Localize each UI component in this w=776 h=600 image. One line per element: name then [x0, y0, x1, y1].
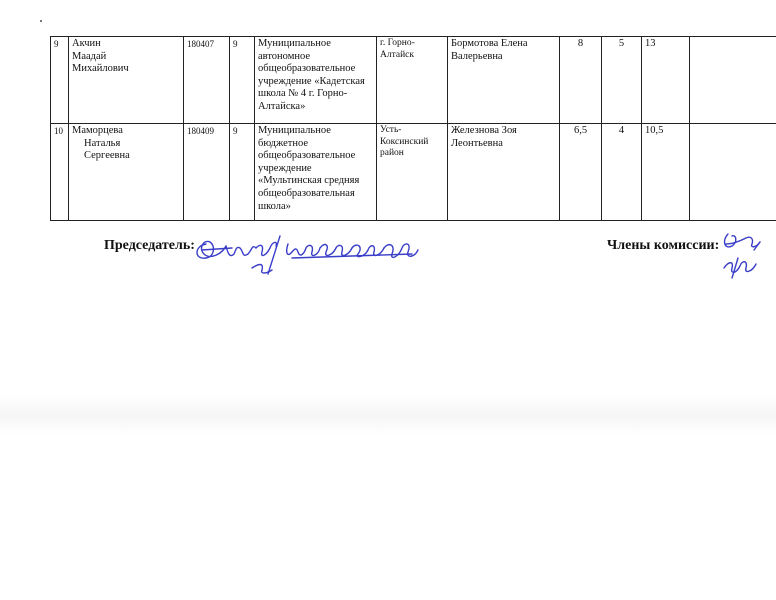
participant-code: 180407: [184, 37, 230, 124]
locality: г. Горно-Алтайск: [377, 37, 448, 124]
participant-name: [69, 124, 184, 221]
teacher: Бормотова Елена Валерьевна: [448, 37, 560, 124]
members-label: Члены комиссии:: [607, 238, 720, 253]
locality: Усть-Коксинский район: [377, 124, 448, 221]
chair-label: Председатель:: [104, 238, 195, 253]
grade: 9: [230, 124, 255, 221]
score-1: 6,5: [560, 124, 602, 221]
results-table: [50, 36, 776, 221]
school: Муниципальное автономное общеобразовательное учреждение «Кадетская школа № 4 г. Горно-Алтайска»: [255, 37, 377, 124]
last-name: Акчин: [72, 38, 101, 49]
score-1: 8: [560, 37, 602, 124]
patronymic: Михайлович: [72, 63, 129, 75]
empty-cell: [690, 37, 776, 124]
empty-cell: [690, 124, 776, 221]
members-signature-image: [718, 230, 768, 282]
row-number: 9: [51, 37, 69, 124]
school: Муниципальное бюджетное общеобразовательное учреждение «Мультинская средняя общеобразовательная школа»: [255, 124, 377, 221]
score-2: 5: [602, 37, 642, 124]
table-row: [51, 37, 776, 124]
scan-speck: [40, 20, 42, 22]
score-2: 4: [602, 124, 642, 221]
scan-shadow: [0, 395, 776, 435]
row-number: 10: [51, 124, 69, 221]
first-name: Наталья: [84, 137, 121, 149]
grade: 9: [230, 37, 255, 124]
total-score: 13: [642, 37, 690, 124]
teacher: Железнова Зоя Леонтьевна: [448, 124, 560, 221]
first-name: Маадай: [72, 50, 107, 62]
total-score: 10,5: [642, 124, 690, 221]
last-name: Маморцева: [72, 125, 123, 136]
patronymic: Сергеевна: [84, 150, 130, 162]
table-row: [51, 124, 776, 221]
participant-code: 180409: [184, 124, 230, 221]
chair-signature-image: [192, 224, 426, 276]
participant-name: [69, 37, 184, 124]
